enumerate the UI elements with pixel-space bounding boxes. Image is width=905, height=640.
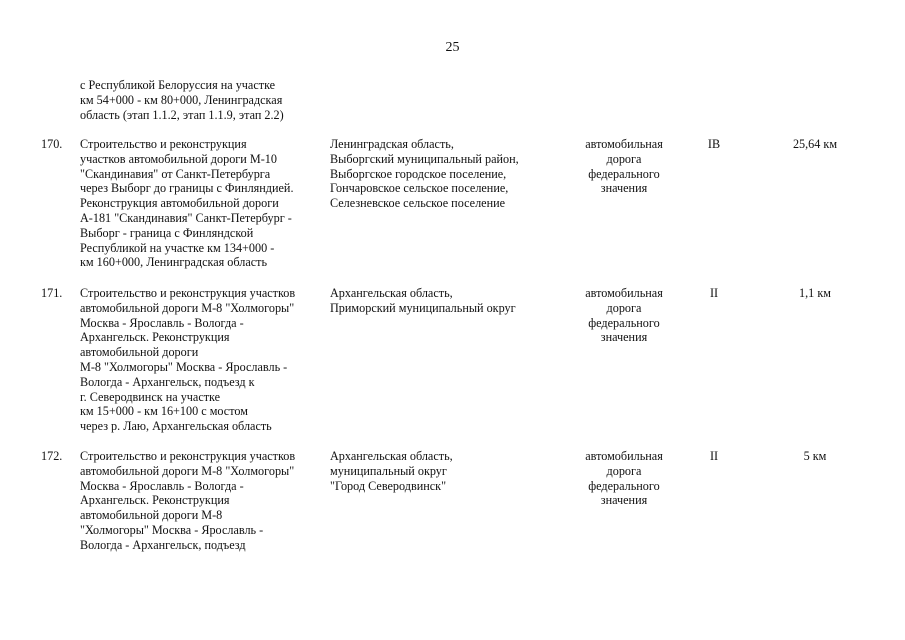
object-location: Ленинградская область, Выборгский муниципальный район, Выборгское городское поселение, Гончаровское сельское поселение, Селезневское сельское поселение bbox=[330, 137, 519, 211]
object-class: II bbox=[709, 286, 719, 300]
object-category: автомобильная дорога федерального значения bbox=[585, 449, 663, 508]
object-name: Строительство и реконструкция участков автомобильной дороги М-10 "Скандинавия" от Санкт-Петербурга через Выборг до границы с Финляндией. Реконструкция автомобильной дороги А-181 "Скандинавия" Санкт-Петербург - Выборг - граница с Финляндской Республикой на участке км 134+000 - км 160+000, Ленинградская область bbox=[80, 137, 294, 270]
object-length: 1,1 км bbox=[799, 286, 831, 300]
object-category: автомобильная дорога федерального значения bbox=[585, 137, 663, 196]
object-name: Строительство и реконструкция участков автомобильной дороги М-8 "Холмогоры" Москва - Ярославль - Вологда - Архангельск. Реконструкция автомобильной дороги М-8 "Холмогоры" Москва - Ярославль - Вологда - Архангельск, подъезд к г. Северодвинск на участке км 15+000 - км 16+100 с мостом через р. Лаю, Архангельская область bbox=[80, 286, 296, 434]
object-class: II bbox=[709, 449, 719, 463]
object-location: Архангельская область, Приморский муниципальный округ bbox=[330, 286, 516, 315]
page-number: 25 bbox=[445, 40, 460, 55]
object-class: IB bbox=[707, 137, 721, 151]
object-category: автомобильная дорога федерального значения bbox=[585, 286, 663, 345]
object-length: 5 км bbox=[803, 449, 827, 463]
continuation-text: с Республикой Белоруссия на участке км 54+000 - км 80+000, Ленинградская область (этап 1.1.2, этап 1.1.9, этап 2.2) bbox=[80, 78, 284, 122]
row-number: 172. bbox=[41, 449, 63, 463]
object-name: Строительство и реконструкция участков автомобильной дороги М-8 "Холмогоры" Москва - Ярославль - Вологда - Архангельск. Реконструкция автомобильной дороги М-8 "Холмогоры" Москва - Ярославль - Вологда - Архангельск, подъезд bbox=[80, 449, 296, 552]
object-length: 25,64 км bbox=[792, 137, 838, 151]
row-number: 170. bbox=[41, 137, 63, 151]
object-location: Архангельская область, муниципальный округ "Город Северодвинск" bbox=[330, 449, 453, 493]
row-number: 171. bbox=[41, 286, 63, 300]
